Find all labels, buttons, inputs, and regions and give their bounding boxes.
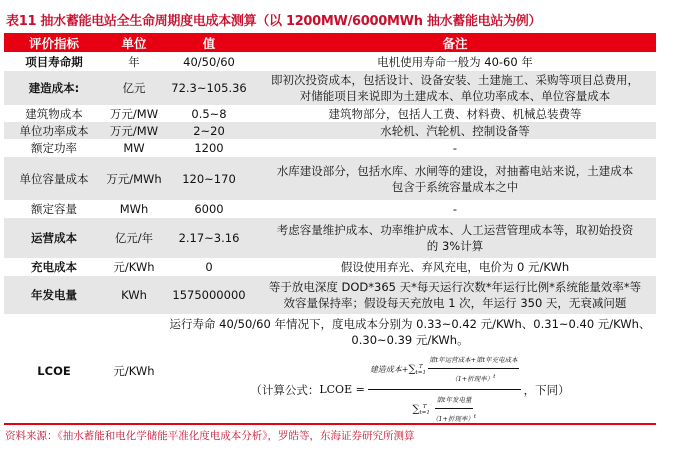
- metric-cell: 单位功率成本: [4, 122, 104, 139]
- value-cell: 2.17~3.16: [164, 218, 254, 258]
- table-row: [4, 139, 656, 157]
- table-row: [4, 122, 656, 139]
- table-row: [4, 105, 656, 122]
- unit-cell: MW: [104, 139, 164, 157]
- note-line: 即初次投资成本，包括设计、设备安装、土建施工、采购等项目总费用，: [271, 73, 639, 87]
- note-line: 运行寿命 40/50/60 年情况下，度电成本分别为 0.33~0.42 元/KWh、0.31~0.40 元/KWh、: [169, 317, 651, 331]
- table-header-row: [4, 33, 656, 52]
- value-cell: 2~20: [164, 122, 254, 139]
- lcoe-note-cell: [164, 314, 656, 427]
- subfrac-top: 第t年发电量: [435, 392, 472, 409]
- note-cell: 电机使用寿命一般为 40-60 年: [254, 52, 656, 71]
- note-cell: 水轮机、汽轮机、控制设备等: [254, 122, 656, 139]
- value-cell: 1200: [164, 139, 254, 157]
- metric-cell: 项目寿命期: [4, 52, 104, 71]
- sigma-icon: ∑: [408, 363, 416, 375]
- source-note: 资料来源：《抽水蓄能和电化学储能平准化度电成本分析》，罗皓等，东海证券研究所测算: [5, 430, 415, 442]
- note-line: 的 3%计算: [426, 239, 484, 253]
- table-row: [4, 71, 656, 105]
- metric-cell: 年发电量: [4, 276, 104, 314]
- unit-cell: 元/KWh: [104, 314, 164, 427]
- note-line: 对储能项目来说即为土建成本、单位功率成本、单位容量成本: [299, 89, 611, 103]
- unit-cell: KWh: [104, 276, 164, 314]
- lcoe-table: [4, 33, 656, 427]
- note-cell: [254, 157, 656, 200]
- value-cell: 1575000000: [164, 276, 254, 314]
- sigma-sub: t=1: [415, 369, 426, 376]
- note-line: 包含于系统容量成本之中: [391, 179, 519, 194]
- note-cell: -: [254, 139, 656, 157]
- sigma-bounds: [420, 404, 430, 416]
- build-cost-term: 建造成本+: [369, 364, 409, 374]
- value-cell: 0.5~8: [164, 105, 254, 122]
- note-line: 效容量保持率；假设每天充放电 1 次，年运行 350 天，无衰减问题: [283, 296, 627, 310]
- metric-cell: 单位容量成本: [4, 157, 104, 200]
- note-line: 考虑容量维护成本、功率维护成本、人工运营管理成本等，取初始投资: [276, 223, 634, 237]
- note-line: 等于放电深度 DOD*365 天*每天运行次数*年运行比例*系统能量效率*等: [268, 280, 642, 294]
- formula-numerator: [368, 352, 521, 390]
- sigma-bounds: [416, 364, 426, 376]
- discount-term: （1+折现率）: [431, 415, 474, 424]
- metric-cell: 额定容量: [4, 200, 104, 218]
- note-cell: -: [254, 200, 656, 218]
- note-cell: 建筑物部分，包括人工费、材料费、机械总装费等: [254, 105, 656, 122]
- subfrac-top: 第t年运营成本+第t年充电成本: [428, 352, 519, 369]
- metric-cell: LCOE: [4, 314, 104, 427]
- unit-cell: 万元/MW: [104, 122, 164, 139]
- unit-cell: 亿元/年: [104, 218, 164, 258]
- header-note: 备注: [254, 33, 656, 52]
- table-title: 表11 抽水蓄能电站全生命周期度电成本测算（以 1200MW/6000MWh 抽水蓄能电站为例）: [6, 14, 542, 29]
- header-metric: 评价指标: [4, 33, 104, 52]
- table-row: [4, 218, 656, 258]
- note-cell: [254, 218, 656, 258]
- unit-cell: 元/KWh: [104, 258, 164, 276]
- discount-term: （1+折现率）: [451, 375, 494, 384]
- footer-divider: [4, 423, 656, 425]
- unit-cell: MWh: [104, 200, 164, 218]
- table-row: [4, 200, 656, 218]
- value-cell: 120~170: [164, 157, 254, 200]
- metric-cell: 额定功率: [4, 139, 104, 157]
- sigma-sub: t=1: [419, 409, 430, 416]
- lcoe-row: [4, 314, 656, 427]
- unit-cell: 年: [104, 52, 164, 71]
- metric-cell: 建造成本:: [4, 71, 104, 105]
- table-row: [4, 276, 656, 314]
- metric-cell: 建筑物成本: [4, 105, 104, 122]
- formula-suffix: ，下同）: [523, 382, 570, 397]
- note-cell: 假设使用弃光、弃风充电，电价为 0 元/KWh: [254, 258, 656, 276]
- sigma-sup: T: [418, 363, 423, 370]
- subfrac-bottom: [451, 369, 495, 387]
- formula-denominator: [412, 390, 476, 427]
- exp: t: [493, 374, 496, 380]
- value-cell: 0: [164, 258, 254, 276]
- unit-cell: 亿元: [104, 71, 164, 105]
- value-cell: 72.3~105.36: [164, 71, 254, 105]
- note-cell: [254, 71, 656, 105]
- formula-fraction: [368, 352, 521, 427]
- sigma-icon: ∑: [412, 403, 420, 415]
- numerator-subfraction: [428, 352, 519, 387]
- metric-cell: 运营成本: [4, 218, 104, 258]
- formula-prefix: （计算公式：: [250, 382, 320, 397]
- sigma-sup: T: [422, 403, 427, 410]
- unit-cell: 万元/MWh: [104, 157, 164, 200]
- formula-lhs: LCOE =: [319, 382, 365, 396]
- note-cell: [254, 276, 656, 314]
- unit-cell: 万元/MW: [104, 105, 164, 122]
- subfrac-bottom: [432, 409, 476, 427]
- metric-cell: 充电成本: [4, 258, 104, 276]
- table-row: [4, 157, 656, 200]
- value-cell: 40/50/60: [164, 52, 254, 71]
- header-value: 值: [164, 33, 254, 52]
- table-row: [4, 52, 656, 71]
- exp: t: [473, 414, 477, 421]
- header-unit: 单位: [104, 33, 164, 52]
- note-line: 0.30~0.39 元/KWh。: [351, 333, 469, 347]
- note-line: 水库建设部分，包括水库、水闸等的建设，对抽蓄电站来说，土建成本: [276, 163, 634, 178]
- lcoe-formula: [250, 352, 569, 427]
- table-row: [4, 258, 656, 276]
- value-cell: 6000: [164, 200, 254, 218]
